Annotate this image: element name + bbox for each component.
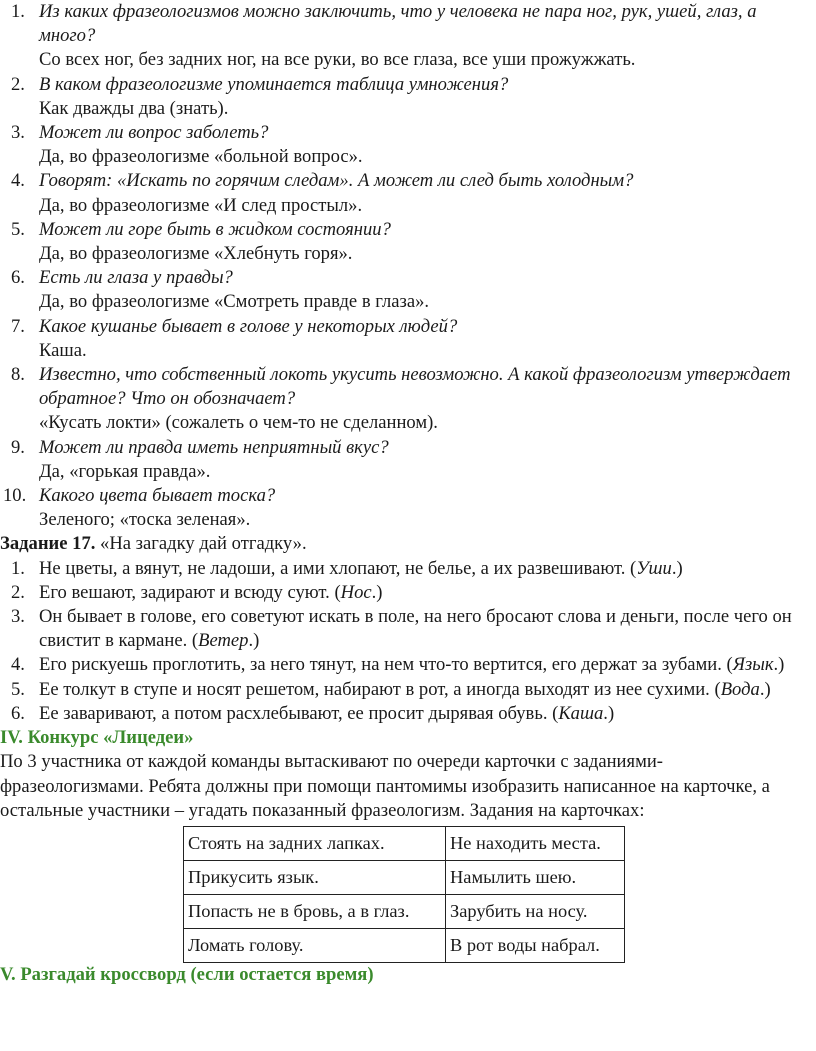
list-item — [0, 121, 816, 169]
answer-text: Да, во фразеологизме «И след простыл». — [39, 194, 363, 216]
question-text: Может ли правда иметь неприятный вкус? — [39, 436, 389, 458]
section-heading: IV. Конкурс «Лицедеи» — [0, 727, 194, 749]
question-text: Какого цвета бывает тоска? — [39, 485, 276, 507]
question-text: В каком фразеологизме упоминается таблица умножения? — [39, 73, 509, 95]
answer-text: Со всех ног, без задних ног, на все руки, во все глаза, все уши прожужжать. — [39, 49, 636, 71]
table-row — [184, 928, 625, 962]
item-number: 7. — [11, 315, 25, 337]
riddle-answer: Вода — [720, 678, 760, 700]
list-item — [0, 169, 816, 217]
item-number: 1. — [11, 557, 25, 579]
list-item — [0, 702, 816, 726]
riddle-text: Ее заваривают, а потом расхлебывают, ее просит дырявая обувь. ( — [39, 702, 559, 724]
answer-text: Да, «горькая правда». — [39, 460, 211, 482]
list-item — [0, 436, 816, 484]
table-cell: Не находить места. — [446, 826, 625, 860]
task-title: «На загадку дай отгадку». — [100, 533, 307, 555]
list-item — [0, 653, 816, 677]
item-number: 2. — [11, 581, 25, 603]
cards-table — [183, 826, 625, 963]
list-item — [0, 484, 816, 532]
item-number: 1. — [11, 1, 25, 22]
table-row — [184, 826, 625, 860]
answer-text: «Кусать локти» (сожалеть о чем-то не сделанном). — [39, 412, 438, 434]
riddle-tail: .) — [603, 702, 615, 724]
item-number: 10. — [3, 485, 27, 507]
table-cell: Ломать голову. — [184, 928, 446, 962]
answer-text: Да, во фразеологизме «больной вопрос». — [39, 146, 363, 168]
item-number: 3. — [11, 606, 25, 628]
list-item — [0, 218, 816, 266]
question-text: Говорят: «Искать по горячим следам». А может ли след быть холодным? — [39, 170, 634, 192]
table-cell: Зарубить на носу. — [446, 894, 625, 928]
list-item — [0, 678, 816, 702]
item-number: 6. — [11, 702, 25, 724]
riddle-tail: .) — [773, 654, 785, 676]
list-item — [0, 557, 816, 581]
riddle-text: Он бывает в голове, его советуют искать в поле, на него бросают слова и деньги, после чего он свистит в кармане. ( — [39, 606, 792, 652]
table-row — [184, 894, 625, 928]
list-item — [0, 73, 816, 121]
item-number: 5. — [11, 678, 25, 700]
answer-text: Как дважды два (знать). — [39, 97, 229, 119]
riddle-answer: Нос — [340, 581, 372, 603]
riddle-tail: .) — [759, 678, 771, 700]
list-item — [0, 605, 816, 653]
table-cell: В рот воды набрал. — [446, 928, 625, 962]
riddle-answer: Уши — [636, 557, 672, 579]
riddle-answer: Каша — [558, 702, 604, 724]
question-text: Известно, что собственный локоть укусить невозможно. А какой фразеологизм утверждает обратное? Что он обозначает? — [39, 364, 791, 410]
answer-text: Зеленого; «тоска зеленая». — [39, 509, 251, 531]
item-number: 6. — [11, 267, 25, 289]
list-item — [0, 363, 816, 436]
list-item — [0, 0, 816, 73]
table-cell: Намылить шею. — [446, 860, 625, 894]
list-item — [0, 315, 816, 363]
task-heading — [0, 532, 816, 556]
item-number: 4. — [11, 654, 25, 676]
riddle-list — [0, 557, 816, 726]
table-cell: Стоять на задних лапках. — [184, 826, 446, 860]
item-number: 9. — [11, 436, 25, 458]
item-number: 3. — [11, 122, 25, 144]
riddle-answer: Ветер — [198, 630, 249, 652]
item-number: 8. — [11, 364, 25, 386]
answer-text: Да, во фразеологизме «Смотреть правде в глаза». — [39, 291, 430, 313]
question-text: Может ли горе быть в жидком состоянии? — [39, 218, 391, 240]
question-text: Может ли вопрос заболеть? — [39, 122, 269, 144]
riddle-tail: .) — [371, 581, 383, 603]
riddle-tail: .) — [671, 557, 683, 579]
table-cell: Прикусить язык. — [184, 860, 446, 894]
riddle-text: Его вешают, задирают и всюду суют. ( — [39, 581, 341, 603]
table-row — [184, 860, 625, 894]
answer-text: Каша. — [39, 339, 87, 361]
list-item — [0, 581, 816, 605]
riddle-text: Его рискуешь проглотить, за него тянут, на нем что-то вертится, его держат за зубами. ( — [39, 654, 733, 676]
item-number: 5. — [11, 218, 25, 240]
riddle-answer: Язык — [732, 654, 774, 676]
question-text: Есть ли глаза у правды? — [39, 267, 233, 289]
riddle-text: Не цветы, а вянут, не ладоши, а ими хлопают, не белье, а их развешивают. ( — [39, 557, 637, 579]
list-item — [0, 266, 816, 314]
table-cell: Попасть не в бровь, а в глаз. — [184, 894, 446, 928]
item-number: 4. — [11, 170, 25, 192]
item-number: 2. — [11, 73, 25, 95]
question-text: Какое кушанье бывает в голове у некоторых людей? — [39, 315, 458, 337]
answer-text: Да, во фразеологизме «Хлебнуть горя». — [39, 243, 353, 265]
task-label: Задание 17. — [0, 533, 96, 555]
section-paragraph: По 3 участника от каждой команды вытаскивают по очереди карточки с заданиями-фразеологизмами. Ребята должны при помощи пантомимы изобразить написанное на карточке, а остальные участники – угадать показанный фразеологизм. Задания на карточках: — [0, 751, 770, 821]
question-text: Из каких фразеологизмов можно заключить, что у человека не пара ног, рук, ушей, глаз, а много? — [39, 1, 757, 47]
section-heading: V. Разгадай кроссворд (если остается время) — [0, 963, 374, 985]
riddle-text: Ее толкут в ступе и носят решетом, набирают в рот, а иногда выходят из нее сухими. ( — [39, 678, 721, 700]
riddle-tail: .) — [248, 630, 260, 652]
